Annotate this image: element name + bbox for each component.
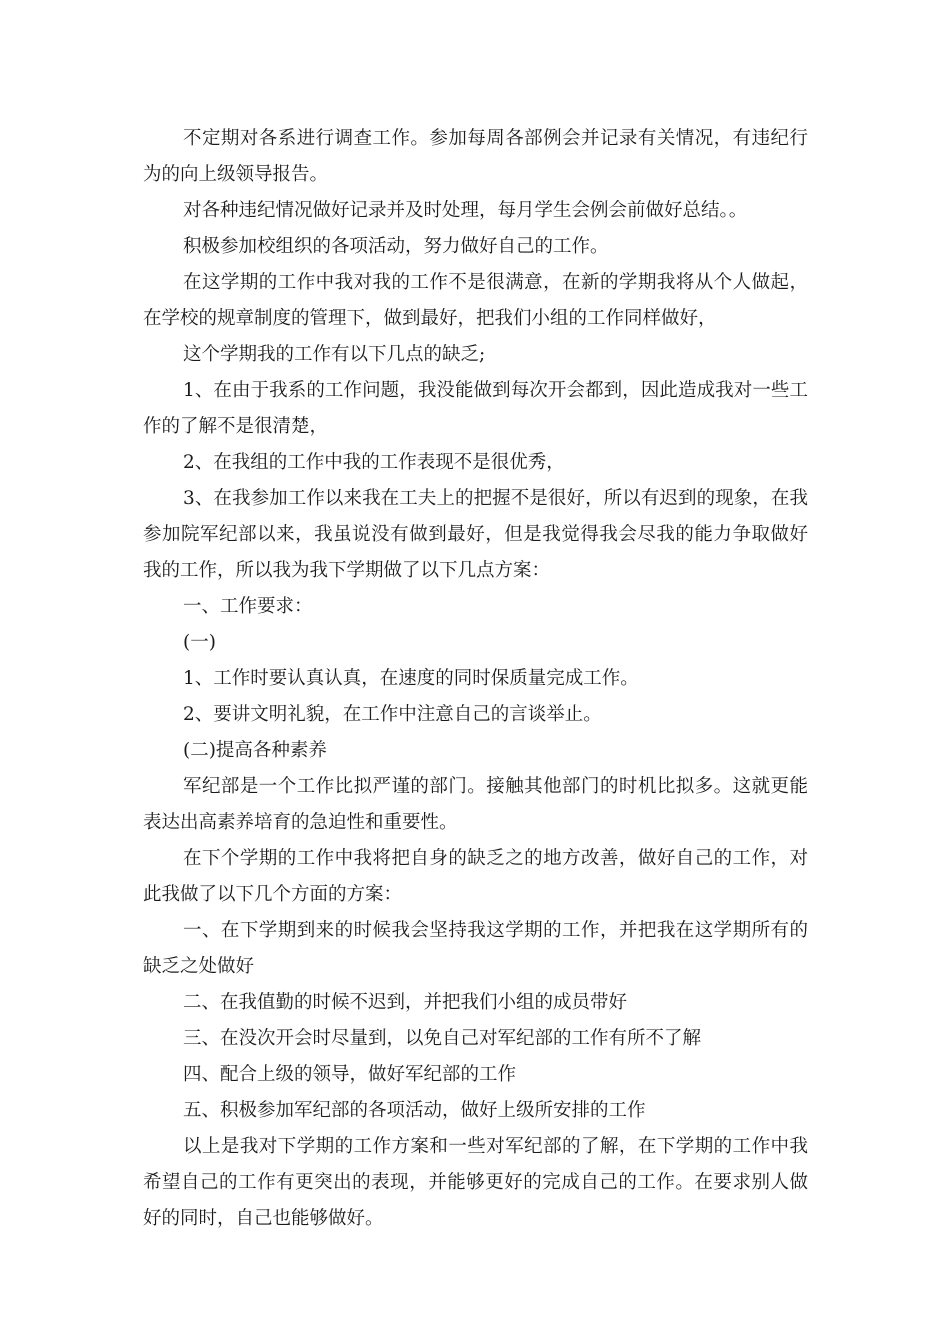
paragraph: 2、要讲文明礼貌，在工作中注意自己的言谈举止。 <box>183 704 602 725</box>
paragraph: 三、在没次开会时尽量到，以免自己对军纪部的工作有所不了解 <box>183 1028 702 1049</box>
paragraph: 1、工作时要认真认真，在速度的同时保质量完成工作。 <box>183 668 639 689</box>
paragraph: 五、积极参加军纪部的各项活动，做好上级所安排的工作 <box>183 1100 646 1121</box>
paragraph: 一、在下学期到来的时候我会坚持我这学期的工作，并把我在这学期所有的缺乏之处做好 <box>143 920 808 977</box>
subsection-heading: (二)提高各种素养 <box>183 740 327 761</box>
paragraph: 二、在我值勤的时候不迟到，并把我们小组的成员带好 <box>183 992 628 1013</box>
paragraph: 在这学期的工作中我对我的工作不是很满意，在新的学期我将从个人做起，在学校的规章制度的管理下，做到最好，把我们小组的工作同样做好， <box>143 272 808 329</box>
paragraph: 在下个学期的工作中我将把自身的缺乏之的地方改善，做好自己的工作，对此我做了以下几个方面的方案： <box>143 848 808 905</box>
paragraph: 四、配合上级的领导，做好军纪部的工作 <box>183 1064 517 1085</box>
paragraph: 积极参加校组织的各项活动，努力做好自己的工作。 <box>183 236 609 257</box>
paragraph: 2、在我组的工作中我的工作表现不是很优秀， <box>183 452 565 473</box>
paragraph: 对各种违纪情况做好记录并及时处理，每月学生会例会前做好总结。。 <box>183 200 748 221</box>
subsection-heading: (一) <box>183 632 216 653</box>
paragraph: 1、在由于我系的工作问题，我没能做到每次开会都到，因此造成我对一些工作的了解不是很清楚， <box>143 380 808 437</box>
document-body <box>143 121 808 1237</box>
paragraph: 军纪部是一个工作比拟严谨的部门。接触其他部门的时机比拟多。这就更能表达出高素养培育的急迫性和重要性。 <box>143 776 808 833</box>
paragraph: 3、在我参加工作以来我在工夫上的把握不是很好，所以有迟到的现象，在我参加院军纪部以来，我虽说没有做到最好，但是我觉得我会尽我的能力争取做好我的工作，所以我为我下学期做了以下几点方案： <box>143 488 808 581</box>
paragraph: 不定期对各系进行调查工作。参加每周各部例会并记录有关情况，有违纪行为的向上级领导报告。 <box>143 128 808 185</box>
paragraph: 以上是我对下学期的工作方案和一些对军纪部的了解，在下学期的工作中我希望自己的工作有更突出的表现，并能够更好的完成自己的工作。在要求别人做好的同时，自己也能够做好。 <box>143 1136 808 1229</box>
paragraph: 这个学期我的工作有以下几点的缺乏; <box>183 344 486 365</box>
section-heading: 一、工作要求： <box>183 596 313 617</box>
